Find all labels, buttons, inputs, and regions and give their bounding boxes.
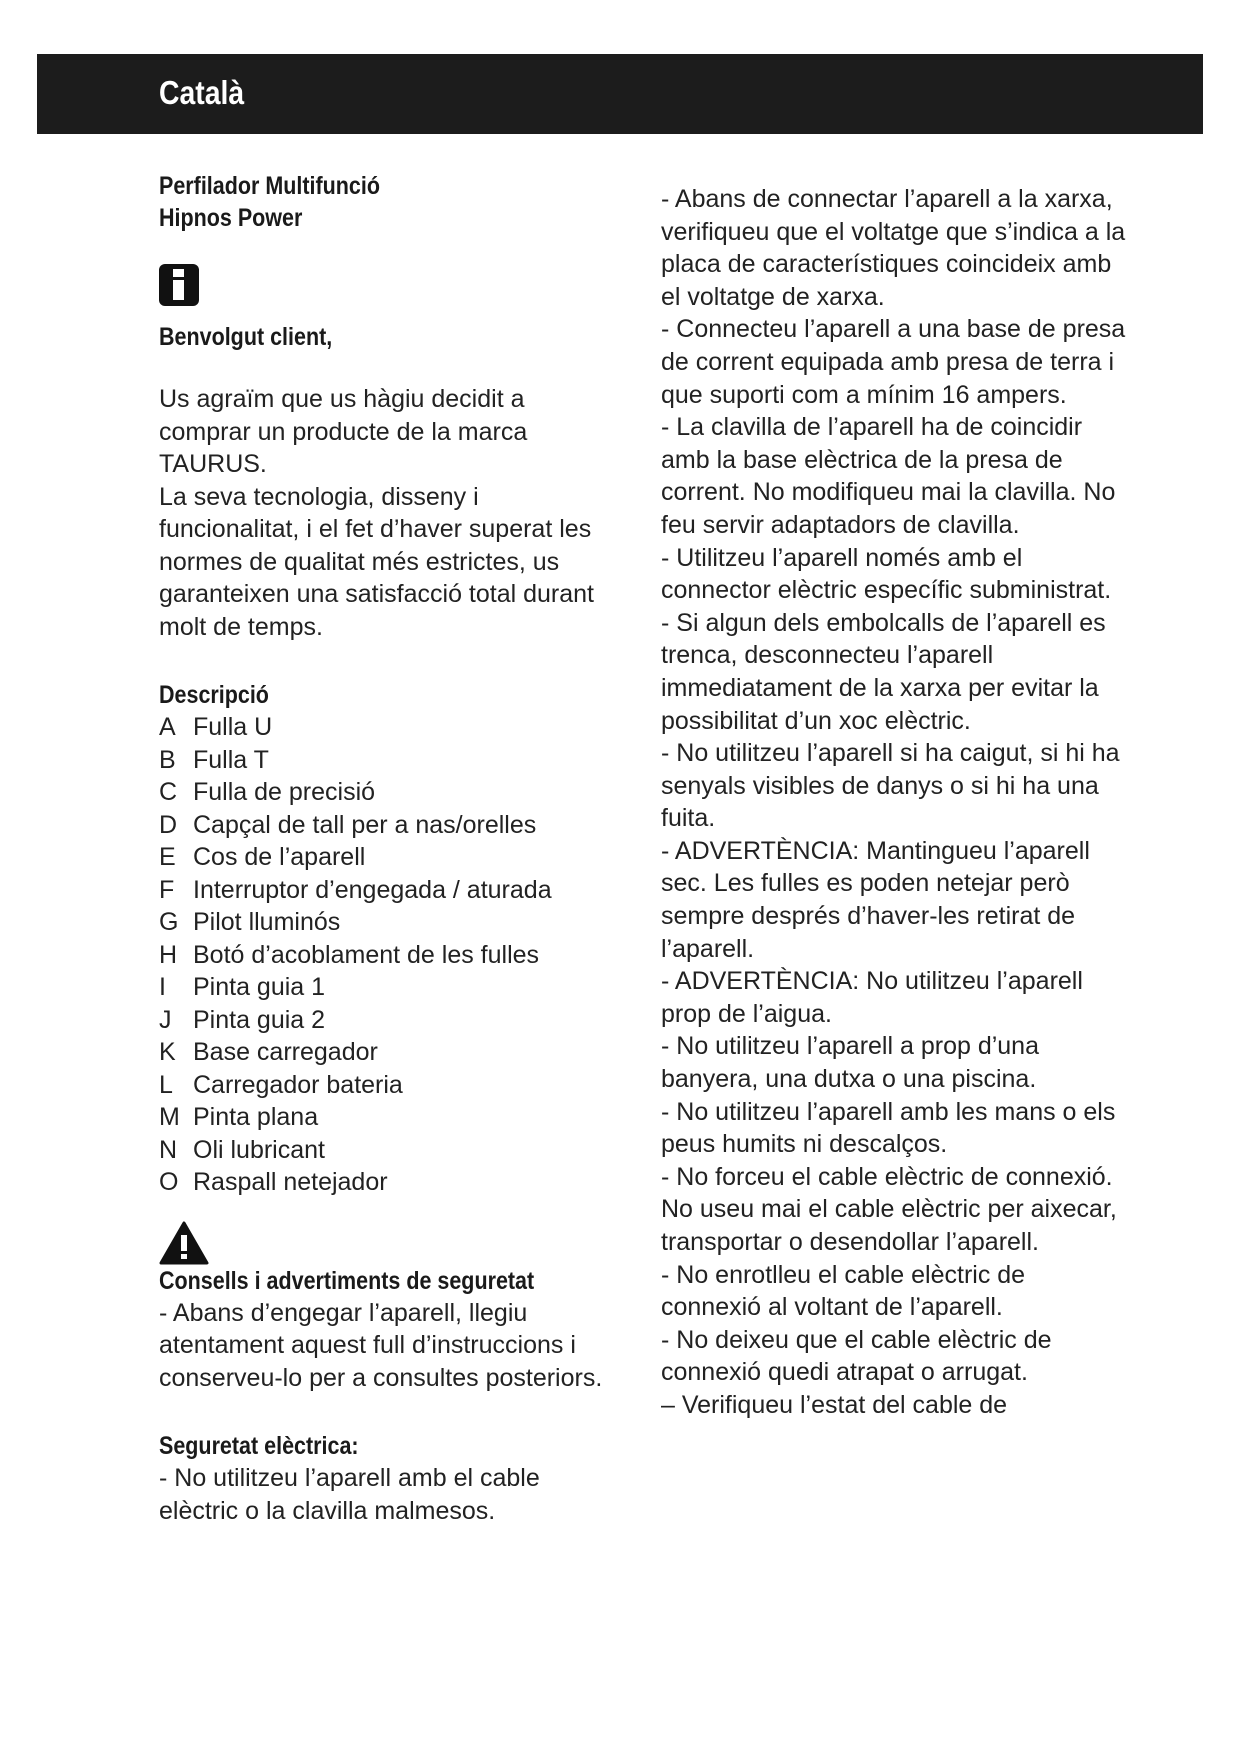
safety-item: - Si algun dels embolcalls de l’aparell es trenca, desconnecteu l’aparell immediatament de la xarxa per evitar la possibilitat d’un xoc elèctric. [661, 608, 1106, 735]
product-name-line1: Perfilador Multifunció [159, 172, 380, 200]
safety-item: - No forceu el cable elèctric de connexió. No useu mai el cable elèctric per aixecar, transportar o desendollar l’aparell. [661, 1162, 1117, 1256]
description-item: B Fulla T [159, 745, 269, 774]
safety-item: - Utilitzeu l’aparell només amb el connector elèctric específic subministrat. [661, 543, 1112, 605]
safety-item: - No utilitzeu l’aparell a prop d’una banyera, una dutxa o una piscina. [661, 1032, 1039, 1094]
safety-item: - No deixeu que el cable elèctric de connexió quedi atrapat o arrugat. [661, 1325, 1052, 1387]
description-item: A Fulla U [159, 713, 273, 741]
safety-item: - Abans de connectar l’aparell a la xarxa, verifiqueu que el voltatge que s’indica a la placa de característiques coincideix amb el voltatge de xarxa. [661, 185, 1126, 311]
electrical-safety-heading: Seguretat elèctrica: [159, 1432, 359, 1460]
description-item: J Pinta guia 2 [159, 1005, 326, 1034]
safety-item: - ADVERTÈNCIA: No utilitzeu l’aparell prop de l’aigua. [661, 967, 1083, 1028]
description-item: K Base carregador [159, 1038, 378, 1066]
language-header-band [37, 54, 1203, 134]
info-icon [159, 264, 199, 306]
safety-item: - No utilitzeu l’aparell si ha caigut, si hi ha senyals visibles de danys o si hi ha una fuita. [661, 739, 1120, 833]
intro-paragraph-2: La seva tecnologia, disseny i funcionalitat, i el fet d’haver superat les normes de qualitat més estrictes, us garanteixen una satisfacció total durant molt de temps. [159, 482, 594, 641]
safety-heading: Consells i advertiments de seguretat [159, 1266, 535, 1295]
language-title: Català [159, 74, 245, 111]
safety-item: – Verifiqueu l’estat del cable de [661, 1390, 1008, 1419]
description-item: O Raspall netejador [159, 1168, 388, 1196]
left-column [159, 170, 619, 1527]
safety-item: - ADVERTÈNCIA: Mantingueu l’aparell sec. Les fulles es poden netejar però sempre després d’haver-les retirat de l’aparell. [661, 836, 1090, 963]
description-item: C Fulla de precisió [159, 778, 376, 806]
right-column [661, 183, 1131, 1422]
warning-icon [159, 1221, 209, 1265]
description-item: M Pinta plana [159, 1103, 319, 1131]
description-heading: Descripció [159, 681, 269, 709]
intro-paragraph: Us agraïm que us hàgiu decidit a comprar un producte de la marca TAURUS. [159, 385, 528, 478]
safety-item: - No enrotlleu el cable elèctric de connexió al voltant de l’aparell. [661, 1260, 1026, 1322]
description-item: E Cos de l’aparell [159, 843, 366, 871]
safety-item: - No utilitzeu l’aparell amb les mans o els peus humits ni descalços. [661, 1097, 1116, 1159]
description-item: F Interruptor d’engegada / aturada [159, 875, 552, 904]
description-item: N Oli lubricant [159, 1135, 325, 1164]
description-item: H Botó d’acoblament de les fulles [159, 940, 540, 969]
description-list [159, 711, 619, 1199]
description-item: L Carregador bateria [159, 1070, 403, 1099]
description-item: I Pinta guia 1 [159, 973, 326, 1001]
description-item: D Capçal de tall per a nas/orelles [159, 810, 537, 839]
safety-item: - La clavilla de l’aparell ha de coincidir amb la base elèctrica de la presa de corrent. No modifiqueu mai la clavilla. No feu servir adaptadors de clavilla. [661, 413, 1116, 539]
electrical-safety-paragraph: - No utilitzeu l’aparell amb el cable elèctric o la clavilla malmesos. [159, 1464, 540, 1525]
description-item: G Pilot lluminós [159, 908, 341, 936]
product-name-line2: Hipnos Power [159, 204, 303, 232]
safety-paragraph: - Abans d’engegar l’aparell, llegiu atentament aquest full d’instruccions i conserveu-lo per a consultes posteriors. [159, 1298, 603, 1392]
greeting-heading: Benvolgut client, [159, 323, 333, 351]
safety-item: - Connecteu l’aparell a una base de presa de corrent equipada amb presa de terra i que suporti com a mínim 16 ampers. [661, 315, 1126, 409]
